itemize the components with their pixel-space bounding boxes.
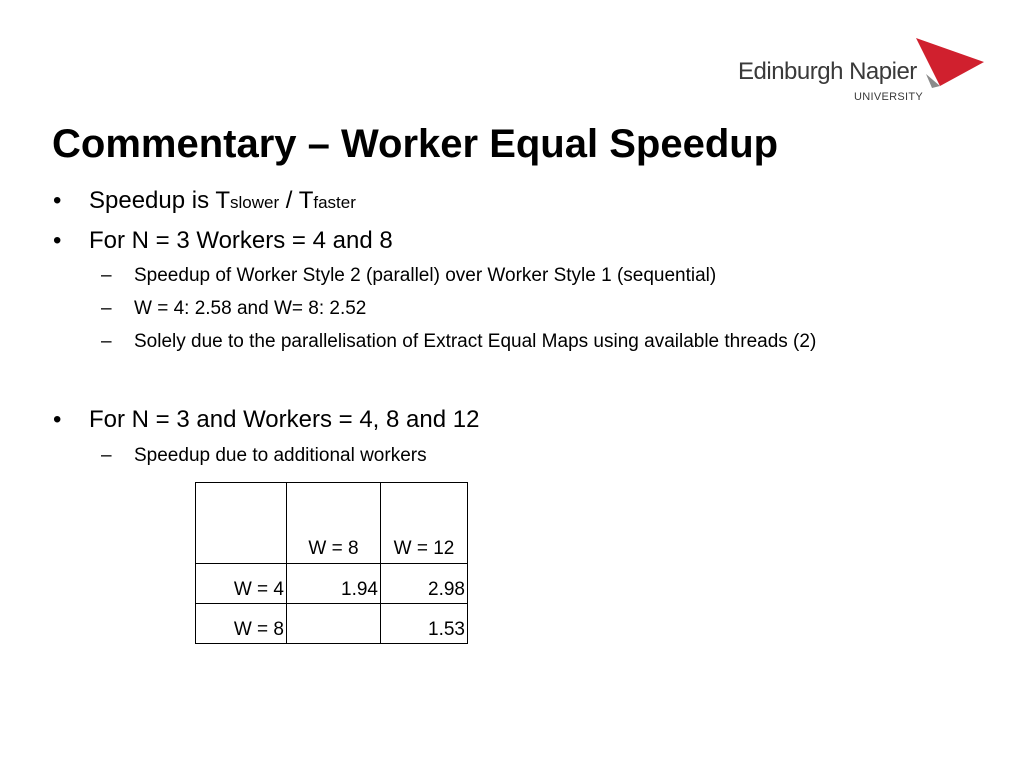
bullet-text: For N = 3 and Workers = 4, 8 and 12: [89, 406, 480, 433]
table-header-cell: W = 8: [287, 483, 381, 564]
sub-marker: –: [101, 265, 112, 286]
table-row-label: W = 4: [196, 564, 287, 604]
speedup-table: [195, 482, 468, 644]
subscript-faster: faster: [313, 193, 356, 212]
bullet-text: For N = 3 Workers = 4 and 8: [89, 227, 393, 254]
bullet-marker: •: [53, 187, 62, 214]
sub-text: W = 4: 2.58 and W= 8: 2.52: [134, 298, 367, 319]
bullet-marker: •: [53, 227, 62, 254]
table-row: [196, 564, 468, 604]
table-cell: 1.94: [287, 564, 381, 604]
sub-marker: –: [101, 298, 112, 319]
sub-text: Solely due to the parallelisation of Extract Equal Maps using available threads (2): [134, 331, 817, 352]
table-header-cell: [196, 483, 287, 564]
table-row: [196, 604, 468, 644]
table-cell: 2.98: [381, 564, 468, 604]
logo-flag-icon: [912, 38, 986, 90]
sub-text: Speedup of Worker Style 2 (parallel) over Worker Style 1 (sequential): [134, 265, 717, 286]
bullet-text-mid: / T: [279, 187, 314, 214]
sub-marker: –: [101, 445, 112, 466]
sub-text: Speedup due to additional workers: [134, 445, 427, 466]
table-row-label: W = 8: [196, 604, 287, 644]
table-cell: 1.53: [381, 604, 468, 644]
sub-marker: –: [101, 331, 112, 352]
university-logo: [736, 38, 996, 108]
table-header-row: [196, 483, 468, 564]
subscript-slower: slower: [230, 193, 280, 212]
table-cell: [287, 604, 381, 644]
logo-subtitle: UNIVERSITY: [854, 91, 924, 103]
bullet-marker: •: [53, 406, 62, 433]
table-header-cell: W = 12: [381, 483, 468, 564]
bullet-text: Speedup is T: [89, 187, 230, 214]
slide-title: Commentary – Worker Equal Speedup: [52, 122, 779, 166]
logo-name: Edinburgh Napier: [738, 58, 917, 85]
